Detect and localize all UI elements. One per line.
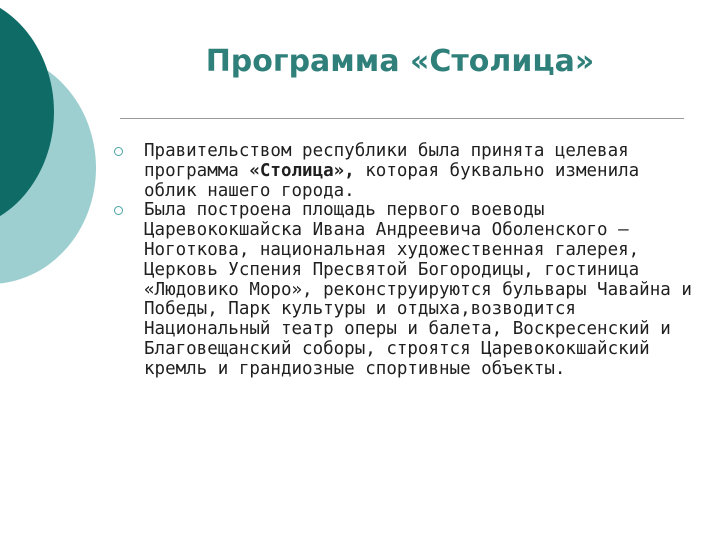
bullet-text-start: Правительством республики была принята целевая программа: [144, 141, 629, 181]
bullet-list: [112, 142, 692, 380]
bullet-text-end: которая буквально изменила облик нашего города.: [144, 160, 640, 201]
title-divider: [120, 118, 684, 119]
teal-circles-decoration-icon: [0, 0, 100, 300]
hollow-circle-bullet-icon: [114, 206, 123, 215]
bullet-item: [112, 142, 692, 201]
slide-title: Программа «Столица»: [205, 44, 595, 79]
bullet-item: [112, 201, 692, 379]
program-name-bold: «Столица»,: [249, 160, 355, 181]
hollow-circle-bullet-icon: [114, 147, 123, 156]
bullet-text: Была построена площадь первого воеводы Царевококшайска Ивана Андреевича Оболенского – Ноготкова, национальная художественная галерея, Церковь Успения Пресвятой Богородицы, гостиница «Людовико Моро», реконструируются бульвары Чавайна и Победы, Парк культуры и отдыха,возводится Национальный театр оперы и балета, Воскресенский и Благовещанский соборы, строятся Царевококшайский кремль и грандиозные спортивные объекты.: [144, 200, 692, 379]
